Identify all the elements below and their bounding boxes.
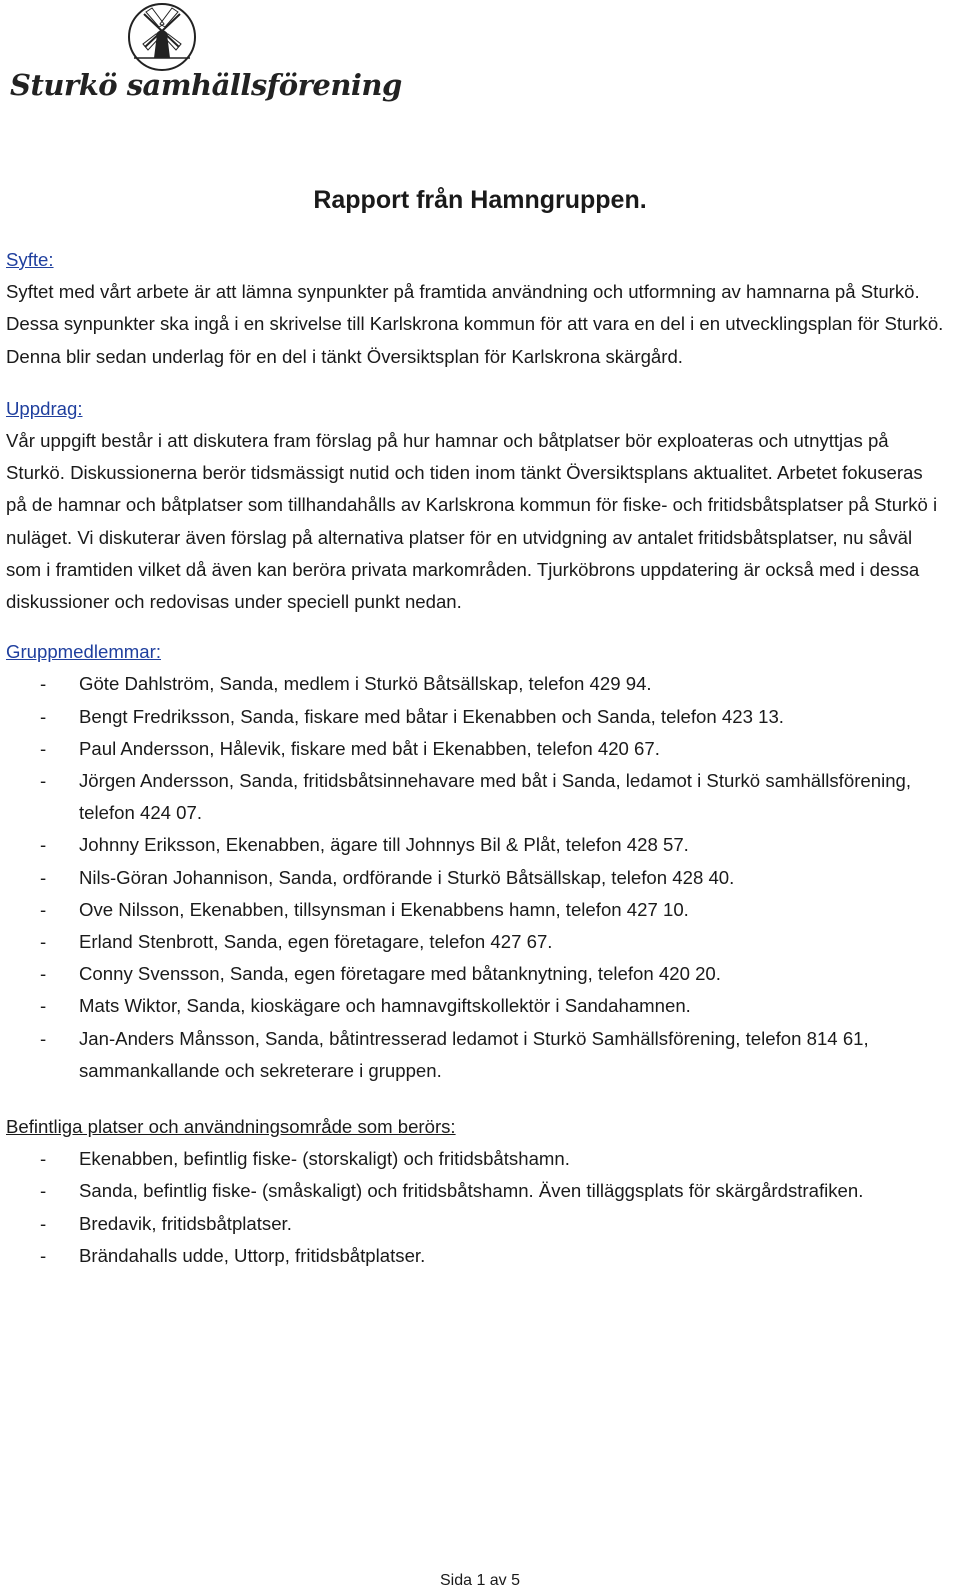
list-marker: - [40, 1027, 47, 1049]
list-item [6, 668, 946, 700]
list-marker: - [40, 770, 47, 792]
document-body [6, 244, 946, 1296]
list-item-text: Ekenabben, befintlig fiske- (storskaligt) och fritidsbåtshamn. [79, 1148, 570, 1170]
section-befintliga-platser [6, 1111, 946, 1272]
list-item [6, 1023, 946, 1087]
list-marker: - [40, 1148, 47, 1170]
list-item-text: Johnny Eriksson, Ekenabben, ägare till Johnnys Bil & Plåt, telefon 428 57. [79, 834, 689, 856]
list-item-text: Brändahalls udde, Uttorp, fritidsbåtplatser. [79, 1244, 426, 1266]
list-item [6, 1175, 946, 1207]
section-heading: Gruppmedlemmar: [6, 641, 161, 663]
list-item-text: Nils-Göran Johannison, Sanda, ordförande i Sturkö Båtsällskap, telefon 428 40. [79, 866, 735, 888]
list-marker: - [40, 1180, 47, 1202]
list-marker: - [40, 834, 47, 856]
section-heading: Syfte: [6, 249, 54, 270]
list-item-text: Jörgen Andersson, Sanda, fritidsbåtsinnehavare med båt i Sanda, ledamot i Sturkö samhällsförening, telefon 424 07. [79, 770, 912, 824]
section-gruppmedlemmar [6, 636, 946, 1087]
list-item [6, 862, 946, 894]
list-marker: - [40, 995, 47, 1017]
list-item-text: Bengt Fredriksson, Sanda, fiskare med båtar i Ekenabben och Sanda, telefon 423 13. [79, 705, 784, 727]
list-item [6, 894, 946, 926]
list-item [6, 1208, 946, 1240]
location-list [6, 1143, 946, 1272]
member-list [6, 668, 946, 1087]
section-paragraph: Vår uppgift består i att diskutera fram förslag på hur hamnar och båtplatser bör exploateras och utnyttjas på Sturkö. Diskussionerna berör tidsmässigt nutid och tiden inom tänkt Översiktsplans aktualitet. Arbetet fokuseras på de hamnar och båtplatser som tillhandahålls av Karlskrona kommun för fiske- och fritidsbåtsplatser på Sturkö i nuläget. Vi diskuterar även förslag på alternativa platser för en utvidgning av antalet fritidsbåtsplatser, nu såväl som i framtiden vilket då även kan beröra privata markområden. Tjurköbrons uppdatering är också med i dessa diskussioner och redovisas under speciell punkt nedan. [6, 430, 938, 613]
list-item [6, 990, 946, 1022]
section-heading: Befintliga platser och användningsområde som berörs: [6, 1116, 456, 1138]
list-item-text: Bredavik, fritidsbåtplatser. [79, 1212, 292, 1234]
list-item-text: Ove Nilsson, Ekenabben, tillsynsman i Ekenabbens hamn, telefon 427 10. [79, 898, 689, 920]
list-item-text: Conny Svensson, Sanda, egen företagare med båtanknytning, telefon 420 20. [79, 963, 721, 985]
section-heading: Uppdrag: [6, 397, 83, 419]
list-marker: - [40, 705, 47, 727]
list-item [6, 1143, 946, 1175]
list-marker: - [40, 737, 47, 759]
list-item [6, 765, 946, 829]
list-marker: - [40, 866, 47, 888]
list-item-text: Jan-Anders Månsson, Sanda, båtintresserad ledamot i Sturkö Samhällsförening, telefon 814 61, sammankallande och sekreterare i gruppen. [79, 1027, 869, 1081]
section-syfte [6, 244, 946, 373]
logo [8, 0, 402, 115]
list-marker: - [40, 931, 47, 953]
list-item [6, 733, 946, 765]
list-item-text: Erland Stenbrott, Sanda, egen företagare, telefon 427 67. [79, 931, 553, 953]
list-item [6, 1240, 946, 1272]
list-marker: - [40, 963, 47, 985]
logo-text: Sturkö samhällsförening [10, 68, 402, 102]
list-item [6, 701, 946, 733]
list-item [6, 829, 946, 861]
list-item-text: Sanda, befintlig fiske- (småskaligt) och fritidsbåtshamn. Även tilläggsplats för skärgårdstrafiken. [79, 1180, 864, 1202]
section-paragraph: Syftet med vårt arbete är att lämna synpunkter på framtida användning och utformning av hamnarna på Sturkö. Dessa synpunkter ska ingå i en skrivelse till Karlskrona kommun för att vara en del i en utvecklingsplan för Sturkö. Denna blir sedan underlag för en del i tänkt Översiktsplan för Karlskrona skärgård. [6, 281, 944, 367]
list-item [6, 958, 946, 990]
list-item-text: Paul Andersson, Hålevik, fiskare med båt i Ekenabben, telefon 420 67. [79, 737, 660, 759]
page-title [0, 186, 960, 215]
list-marker: - [40, 1244, 47, 1266]
list-marker: - [40, 898, 47, 920]
page-number: Sida 1 av 5 [439, 1572, 521, 1589]
list-item [6, 926, 946, 958]
list-marker: - [40, 673, 47, 695]
list-item-text: Mats Wiktor, Sanda, kioskägare och hamnavgiftskollektör i Sandahamnen. [79, 995, 691, 1017]
list-item-text: Göte Dahlström, Sanda, medlem i Sturkö Båtsällskap, telefon 429 94. [79, 673, 652, 695]
page-title-text: Rapport från Hamngruppen. [313, 186, 647, 214]
section-uppdrag [6, 393, 946, 618]
list-marker: - [40, 1212, 47, 1234]
